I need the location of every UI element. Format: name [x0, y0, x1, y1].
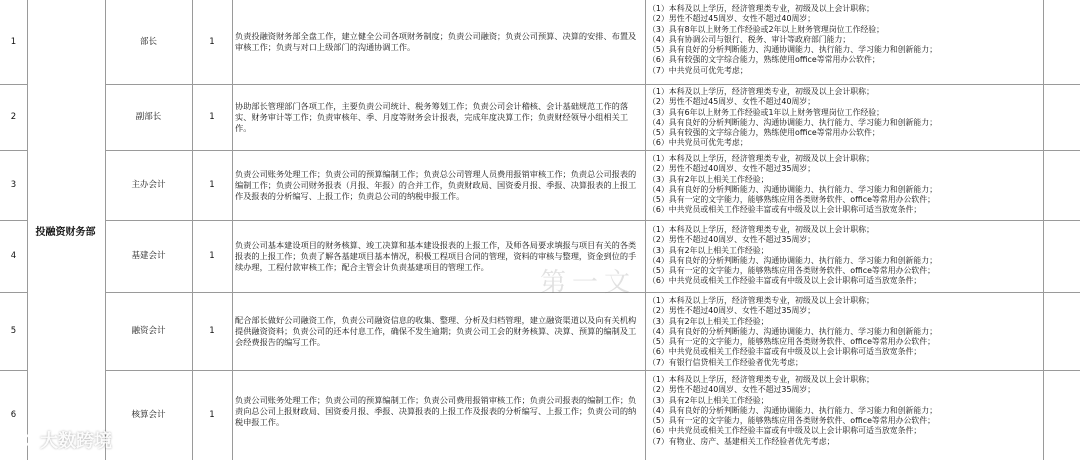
watermark-logo-text: 大数跨境: [40, 431, 112, 452]
headcount-cell: 1: [209, 326, 215, 336]
responsibilities-cell: 负责公司账务处理工作；负责公司的预算编制工作；负责公司费用报销审核工作；负责公司报表的编制工作；负责向总公司上报财政局、国资委月报、季报、决算报表的上报工作及报表的分析编写、上报工作；负责公司的纳税申报工作。: [235, 394, 637, 427]
responsibilities-cell: 负责投融资财务部全盘工作，建立健全公司各项财务制度；负责公司融资；负责公司预算、决算的安排、布置及审核工作；负责与对口上级部门的沟通协调工作。: [235, 31, 637, 52]
grid-line: [645, 0, 646, 460]
row-number: 5: [10, 326, 17, 336]
position-cell: 副部长: [135, 112, 162, 122]
headcount-cell: 1: [209, 36, 215, 47]
row-number: 6: [10, 410, 17, 420]
row-number: 2: [10, 112, 17, 122]
row-number: 4: [10, 251, 17, 261]
requirements-cell: （1）本科及以上学历，经济管理类专业，初级及以上会计职称； （2）男性不超过45周岁、女性不超过40周岁； （3）具有6年以上财务工作经验或1年以上财务管理岗位工作经验； （4）具有良好的分析判断能力、沟通协调能力、执行能力、学习能力和创新能力； （5）具有较强的文字综合能力，熟练使用office等常用办公软件； （6）中共党员可优先考虑；: [648, 87, 938, 148]
position-cell: 主办会计: [131, 180, 166, 190]
requirements-cell: （1）本科及以上学历，经济管理类专业，初级及以上会计职称； （2）男性不超过45周岁、女性不超过40周岁； （3）具有8年以上财务工作经验或2年以上财务管理岗位工作经验； （4）具有协调公司与银行、税务、审计等政府部门能力； （5）具有良好的分析判断能力、沟通协调能力、执行能力、学习能力和创新能力； （6）具有较强的文字综合能力，熟练使用office等常用办公软件； （7）中共党员可优先考虑；: [648, 4, 938, 75]
position-cell: 融资会计: [131, 326, 166, 336]
brand-logo-icon: [6, 429, 36, 451]
department-cell: 投融资财务部: [35, 226, 96, 238]
responsibilities-cell: 协助部长管理部门各项工作，主要负责公司统计、税务筹划工作；负责公司会计稽核、会计基础规范工作的落实、财务审计等工作；负责审核年、季、月度等财务会计报表，完成年度决算工作；负责财经领导小组相关工作。: [235, 101, 629, 133]
position-cell: 基建会计: [131, 251, 166, 261]
row-number: 3: [10, 180, 17, 190]
requirements-cell: （1）本科及以上学历，经济管理类专业，初级及以上会计职称； （2）男性不超过40周岁、女性不超过35周岁； （3）具有2年以上相关工作经验； （4）具有良好的分析判断能力、沟通协调能力、执行能力、学习能力和创新能力； （5）具有一定的文字能力，能够熟练应用各类财务软件、office等常用办公软件； （6）中共党员或相关工作经验丰富或有中级及以上会计职称可适当放宽条件；: [648, 225, 938, 286]
grid-line: [232, 0, 233, 460]
headcount-cell: 1: [209, 251, 215, 261]
responsibilities-cell: 配合部长做好公司融资工作，负责公司融资信息的收集、整理、分析及归档管理，建立融资渠道以及向有关机构提供融资资料；负责公司的还本付息工作，确保不发生逾期；负责公司工会的财务核算、决算、预算的编制及工会经费报告的编写工作。: [235, 315, 637, 347]
row-number: 1: [10, 36, 17, 47]
responsibilities-cell: 负责公司基本建设项目的财务核算、竣工决算和基本建设报表的上报工作，及师各局要求填报与项目有关的各类报表的上报工作；负责了解各基建项目基本情况，积极工程项目合同的管理，资料的审核与整理，资金到位的手续办理，工程付款审核工作；配合主管会计负责基建项目的管理工作。: [235, 240, 637, 272]
requirements-cell: （1）本科及以上学历，经济管理类专业，初级及以上会计职称； （2）男性不超过40周岁、女性不超过35周岁； （3）具有2年以上相关工作经验； （4）具有良好的分析判断能力、沟通协调能力、执行能力、学习能力和创新能力； （5）具有一定的文字能力，能够熟练应用各类财务软件、office等常用办公软件； （6）中共党员或相关工作经验丰富或有中级及以上会计职称可适当放宽条件；: [648, 154, 938, 215]
requirements-cell: （1）本科及以上学历，经济管理类专业，初级及以上会计职称； （2）男性不超过40周岁、女性不超过35周岁； （3）具有2年以上相关工作经验； （4）具有良好的分析判断能力、沟通协调能力、执行能力、学习能力和创新能力； （5）具有一定的文字能力，能够熟练应用各类财务软件、office等常用办公软件； （6）中共党员或相关工作经验丰富或有中级及以上会计职称可适当放宽条件； （7）有银行信贷相关工作经验者优先考虑；: [648, 296, 938, 367]
headcount-cell: 1: [209, 410, 215, 420]
position-cell: 核算会计: [131, 410, 166, 420]
watermark-text: 第一文: [540, 268, 637, 298]
grid-line: [1043, 0, 1044, 460]
headcount-cell: 1: [209, 180, 215, 190]
headcount-cell: 1: [209, 112, 215, 122]
position-cell: 部长: [139, 36, 157, 47]
watermark-logo: [6, 427, 112, 453]
requirements-cell: （1）本科及以上学历，经济管理类专业，初级及以上会计职称； （2）男性不超过40周岁、女性不超过35周岁； （3）具有2年以上相关工作经验； （4）具有良好的分析判断能力、沟通协调能力、执行能力、学习能力和创新能力； （5）具有一定的文字能力，能够熟练应用各类财务软件、office等常用办公软件； （6）中共党员或相关工作经验丰富或有中级及以上会计职称可适当放宽条件； （7）有物业、房产、基建相关工作经验者优先考虑；: [648, 375, 938, 446]
responsibilities-cell: 负责公司账务处理工作；负责公司的预算编制工作；负责总公司管理人员费用报销审核工作；负责总公司报表的编制工作；负责公司财务报表（月报、年报）的合并工作，负责财政局、国资委月报、季报、决算报表的上报工作及报表的分析编写、上报工作；负责总公司的纳税申报工作。: [235, 169, 637, 201]
